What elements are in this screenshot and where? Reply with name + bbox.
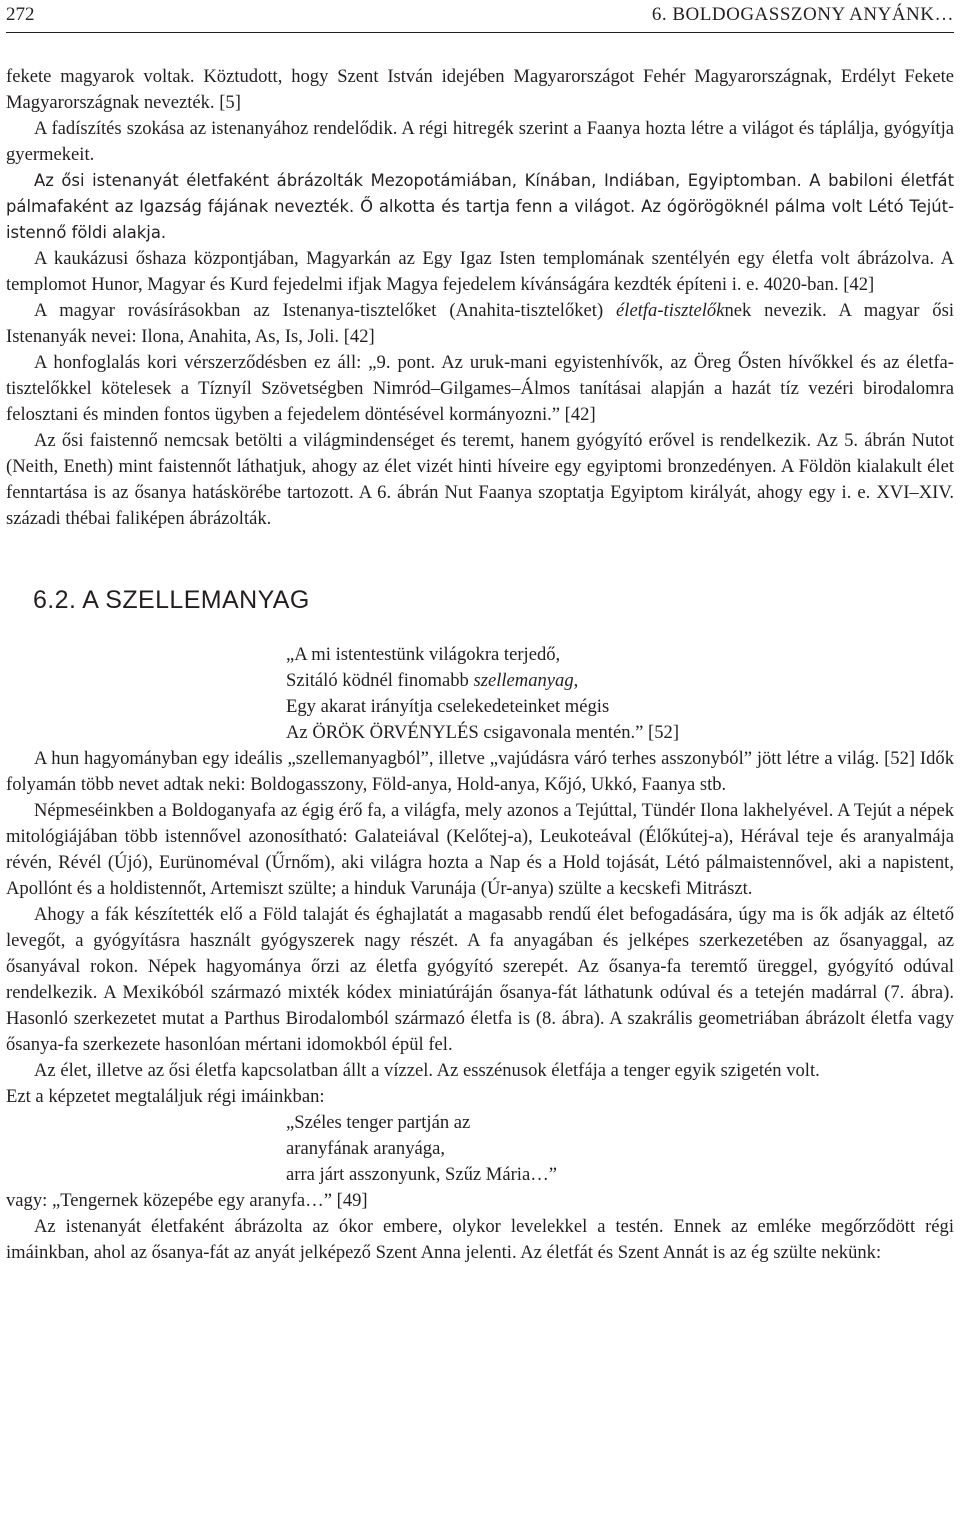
header-rule: [6, 32, 954, 33]
italic-term: szellemanyag: [473, 670, 574, 691]
paragraph: Az ősi istenanyát életfaként ábrázolták Mezopotámiában, Kínában, Indiában, Egyiptomban. A babiloni életfát pálmafaként az Igazság fájának nevezték. Ő alkotta és tartja fenn a világot. Az ógörögöknél pálma volt Létó Tejút-istennő földi alakja.: [6, 171, 954, 242]
text-run: A magyar rovásírásokban az Istenanya-tisztelőket (Anahita-tisztelőket): [34, 300, 617, 321]
poem-line: aranyfának aranyága,: [286, 1138, 445, 1159]
paragraph: A kaukázusi őshaza központjában, Magyarkán az Egy Igaz Isten templomának szentélyén egy életfa volt ábrázolva. A templomot Hunor, Magyar és Kurd fejedelmi ifjak Magya fejedelem kívánságára kezdték építeni i. e. 4020-ban. [42]: [6, 248, 954, 295]
paragraph: Ahogy a fák készítették elő a Föld talaját és éghajlatát a magasabb rendű élet befogadására, úgy ma is ők adják az éltető levegőt, a gyógyításra használt gyógyszerek nagy részét. A fa anyagában és jelképes szerkezetében az ősanyaggal, az ősanyával rokon. Népek hagyománya őrzi az életfa gyógyító szerepét. Az ősanya-fa teremtő üreggel, gyógyító odúval rendelkezik. A Mexikóból származó mixték kódex miniatúráján ősanya-fát láthatunk odúval és a tetején madárral (7. ábra). Hasonló szerkezetet mutat a Parthus Birodalomból származó életfa is (8. ábra). A szakrális geometriában ábrázolt életfa vagy ősanya-fa szerkezete hasonlóan mértani idomokból épül fel.: [6, 904, 954, 1055]
paragraph: Az istenanyát életfaként ábrázolta az ókor embere, olykor levelekkel a testén. Ennek az emléke megőrződött régi imáinkban, ahol az ősanya-fát az anyát jelképező Szent Anna jelenti. Az életfát és Szent Annát is az ég szülte nekünk:: [6, 1216, 954, 1263]
italic-term: életfa-tisztelők: [616, 300, 725, 321]
section-heading: 6.2. A SZELLEMANYAG: [33, 586, 310, 614]
paragraph-vagy: vagy: „Tengernek közepébe egy aranyfa…” [49]: [6, 1190, 368, 1211]
poem-line: „Széles tenger partján az: [286, 1112, 471, 1133]
poem-line: arra járt asszonyunk, Szűz Mária…”: [286, 1164, 558, 1185]
paragraph: A honfoglalás kori vérszerződésben ez áll: „9. pont. Az uruk-mani egyistenhívők, az Öreg Ősten hívőkkel és az életfa-tisztelőkkel kötelesek a Tíznyíl Szövetségben Nimród–Gilgames–Álmos tanításai alapján a hazát tíz vezéri birodalomra felosztani és minden fontos ügyben a fejedelem döntésével kormányozni.” [42]: [6, 352, 954, 425]
paragraph: Az élet, illetve az ősi életfa kapcsolatban állt a vízzel. Az esszénusok életfája a tenger egyik szigetén volt.: [34, 1060, 820, 1081]
running-title: 6. BOLDOGASSZONY ANYÁNK…: [651, 4, 954, 25]
text-run: nek nevezik. A magyar ősi Istenanyák nevei: Ilona, Anahita, As, Is, Joli. [42]: [6, 300, 955, 347]
paragraph: A hun hagyományban egy ideális „szellemanyagból”, illetve „vajúdásra váró terhes asszonyból” jött létre a világ. [52] Idők folyamán több nevet adtak neki: Boldogasszony, Föld-anya, Hold-anya, Kőjó, Ukkó, Faanya stb.: [6, 748, 954, 795]
paragraph: A fadíszítés szokása az istenanyához rendelődik. A régi hitregék szerint a Faanya hozta létre a világot és táplálja, gyógyítja gyermekeit.: [6, 118, 954, 165]
poem-line: „A mi istentestünk világokra terjedő,: [286, 644, 561, 665]
poem-line: Egy akarat irányítja cselekedeteinket mégis: [286, 696, 610, 717]
poem-line: Szitáló ködnél finomabb szellemanyag,: [286, 670, 579, 691]
paragraph-rovas: [6, 298, 954, 350]
paragraph: Népmeséinkben a Boldoganyafa az égig érő fa, a világfa, mely azonos a Tejúttal, Tündér Ilona lakhelyével. A Tejút a népek mitológiájában több istennővel azonosítható: Galateiával (Kelőtej-a), Leukoteával (Élőkútej-a), Hérával teje és aranyalmája révén, Révél (Újó), Eurünoméval (Űrnőm), aki világra hozta a Nap és a Hold tojását, Létó pálmaistennővel, aki a napistent, Apollónt és a holdistennőt, Artemiszt szülte; a hinduk Varunája (Úr-anya) szülte a kecskefi Mitrászt.: [6, 800, 954, 899]
paragraph: fekete magyarok voltak. Köztudott, hogy Szent István idejében Magyarországot Fehér Magyarországnak, Erdélyt Fekete Magyarországnak nevezték. [5]: [6, 66, 954, 113]
poem-line: Az ÖRÖK ÖRVÉNYLÉS csigavonala mentén.” [52]: [286, 722, 680, 743]
running-header: [6, 2, 954, 30]
paragraph: Az ősi faistennő nemcsak betölti a világmindenséget és teremt, hanem gyógyító erővel is rendelkezik. Az 5. ábrán Nutot (Neith, Eneth) mint faistennőt láthatjuk, ahogy az élet vizét hinti híveire egy egyiptomi bronzedényen. A Földön kialakult élet fenntartása is az ősanya hatáskörébe tartozott. A 6. ábrán Nut Faanya szoptatja Egyiptom királyát, ahogy egy i. e. XVI–XIV. századi thébai faliképen ábrázolták.: [6, 430, 954, 529]
body-text: [6, 64, 954, 1266]
paragraph: Ezt a képzetet megtaláljuk régi imáinkban:: [6, 1086, 325, 1107]
poem-quote: [286, 642, 954, 746]
prayer-quote: [286, 1110, 954, 1188]
page-number: 272: [6, 4, 35, 25]
